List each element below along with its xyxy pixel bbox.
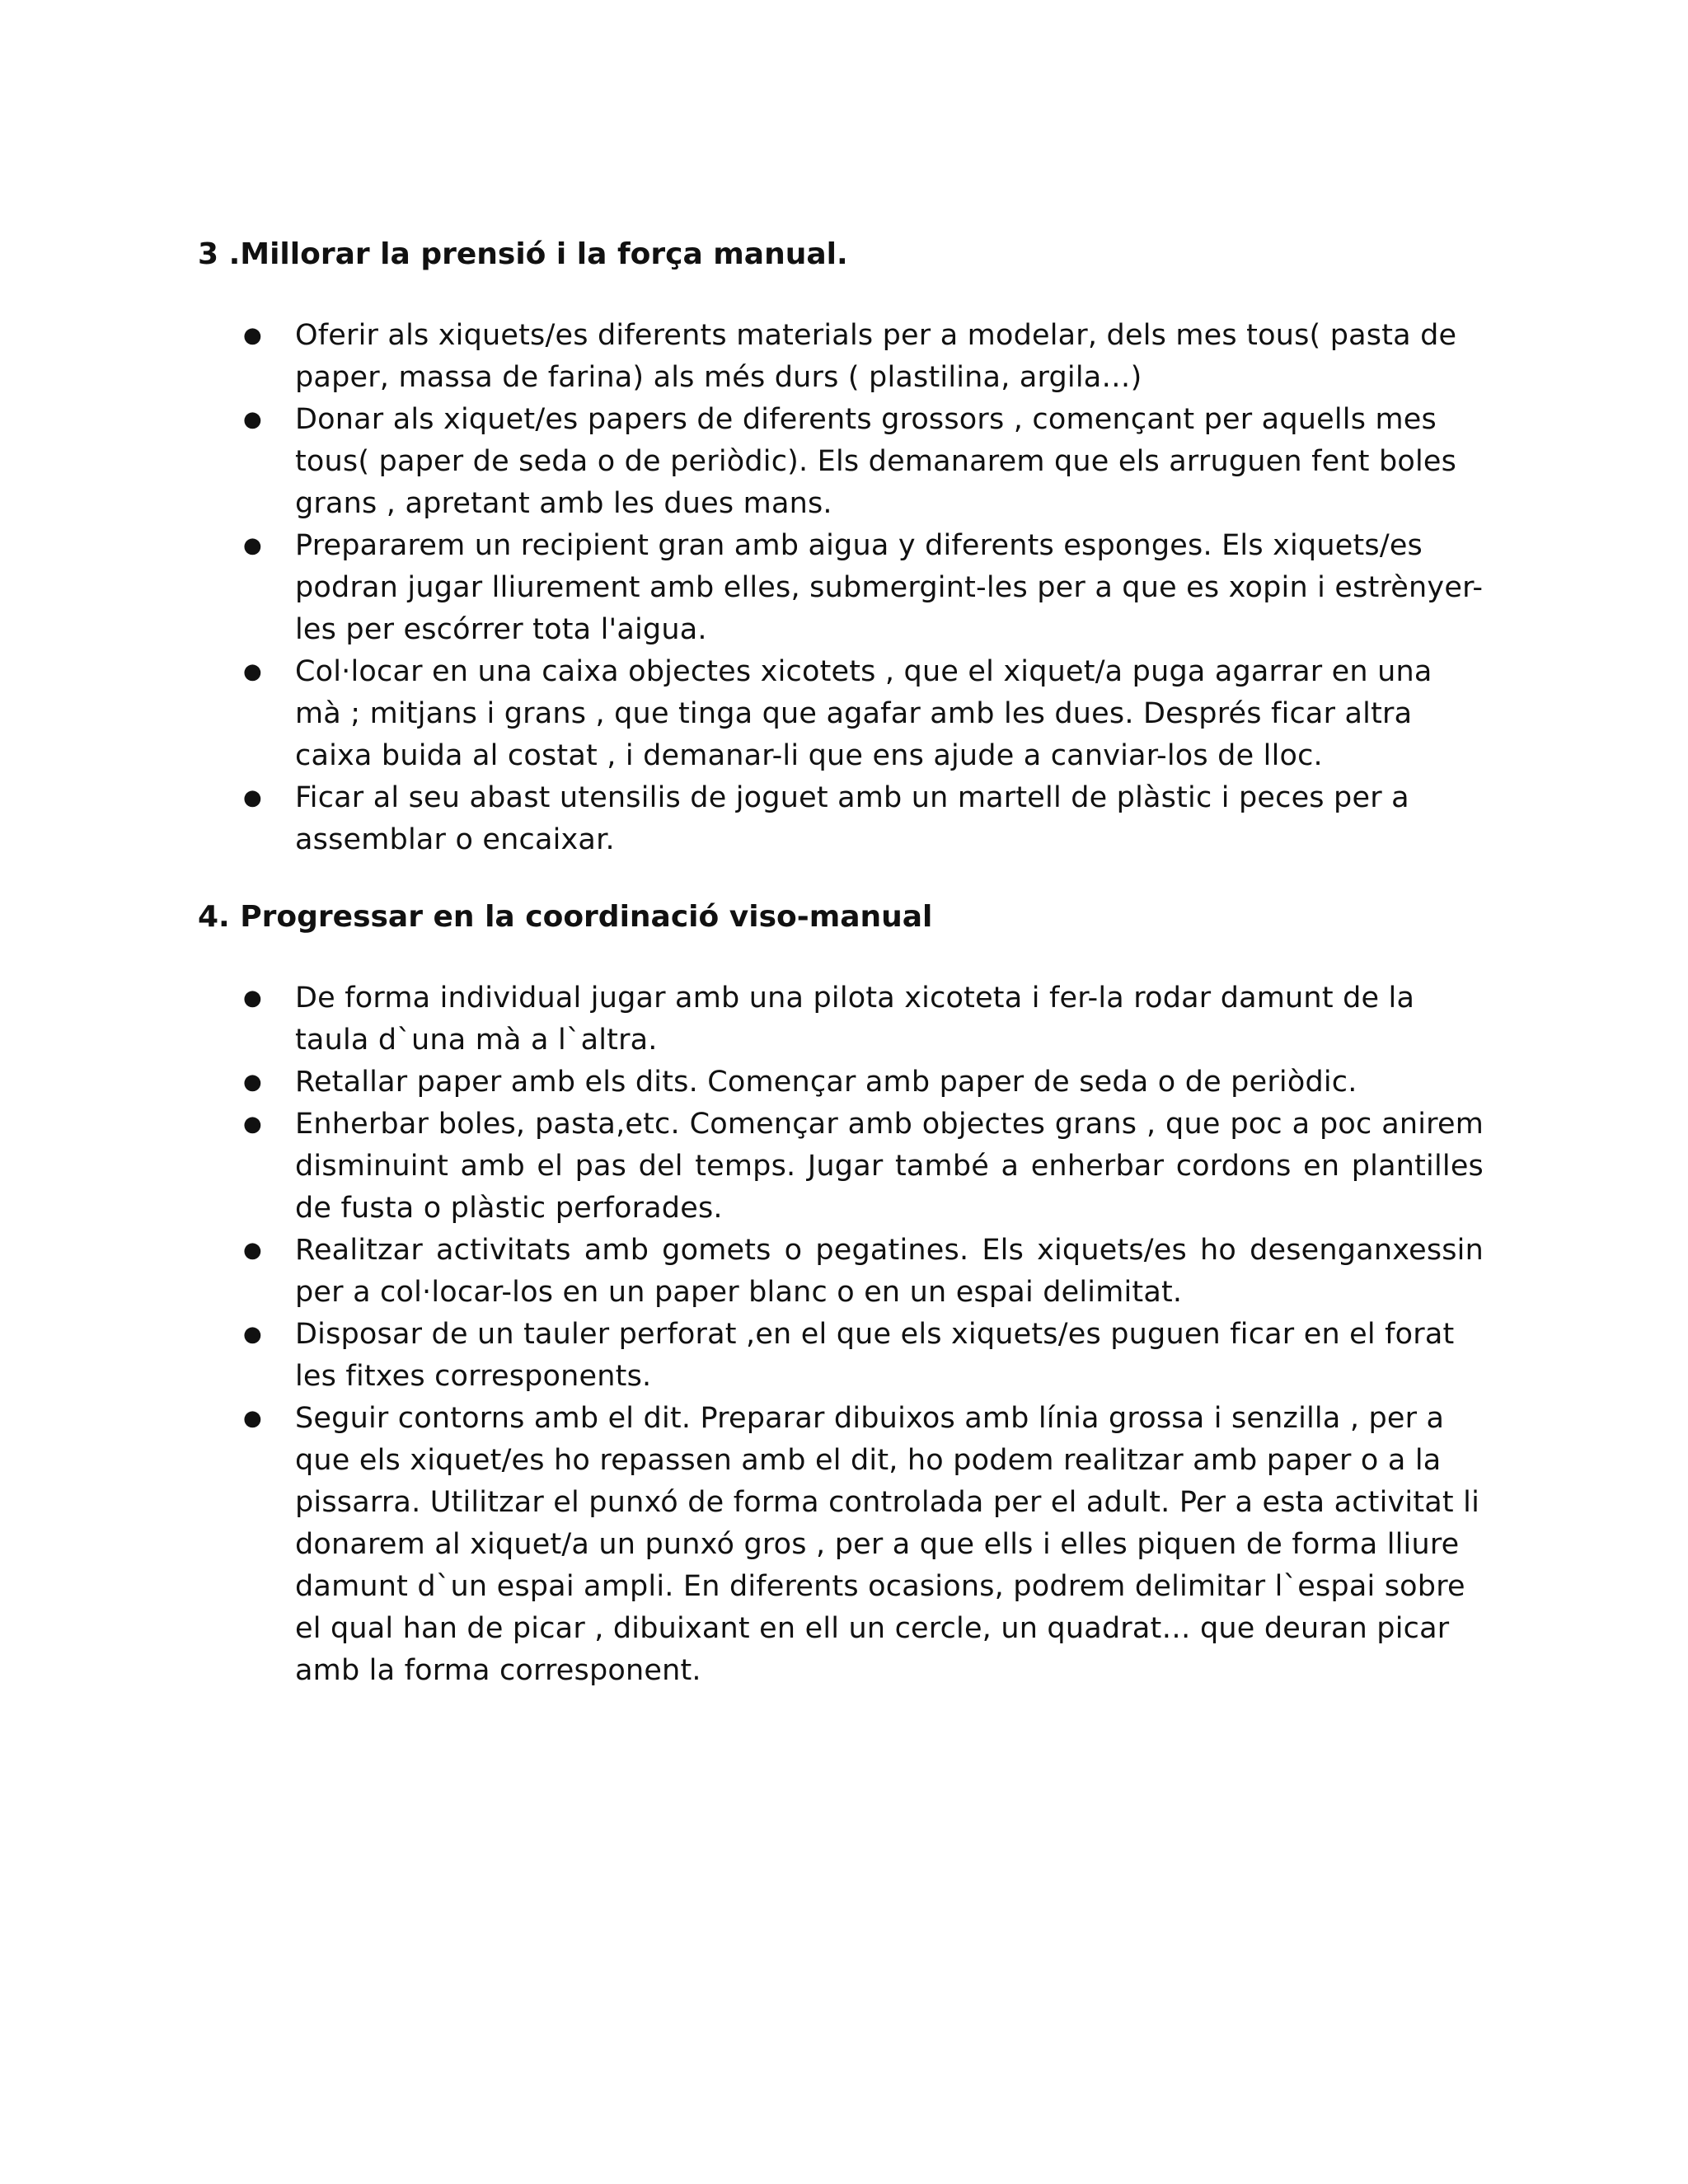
list-item-text: Prepararem un recipient gran amb aigua y diferents esponges. Els xiquets/es podran jugar lliurement amb elles, submergint-les per a que es xopin i estrènyer-les per escórrer tota l'aigua. bbox=[295, 529, 1484, 646]
bullet-icon: ● bbox=[243, 1070, 262, 1094]
list-item bbox=[198, 1104, 1484, 1230]
section-3-heading: 3 .Millorar la prensió i la força manual. bbox=[198, 237, 848, 271]
bullet-icon: ● bbox=[243, 986, 262, 1010]
list-item bbox=[198, 1230, 1484, 1314]
section-4 bbox=[198, 896, 1484, 1692]
section-4-list bbox=[198, 977, 1484, 1692]
list-item bbox=[198, 977, 1484, 1062]
list-item-text: Retallar paper amb els dits. Començar amb paper de seda o de periòdic. bbox=[295, 1066, 1357, 1099]
list-item bbox=[198, 1314, 1484, 1398]
list-item-text: De forma individual jugar amb una pilota xicoteta i fer-la rodar damunt de la taula d`una mà a l`altra. bbox=[295, 982, 1415, 1057]
bullet-icon: ● bbox=[243, 1406, 262, 1431]
list-item bbox=[198, 1062, 1484, 1104]
list-item-text: Seguir contorns amb el dit. Preparar dibuixos amb línia grossa i senzilla , per a que els xiquet/es ho repassen amb el dit, ho podem realitzar amb paper o a la pissarra. Utilitzar el punxó de forma controlada per el adult. Per a esta activitat li donarem al xiquet/a un punxó gros , per a que ells i elles piquen de forma lliure damunt d`un espai ampli. En diferents ocasions, podrem delimitar l`espai sobre el qual han de picar , dibuixant en ell un cercle, un quadrat… que deuran picar amb la forma corresponent. bbox=[295, 1402, 1480, 1687]
list-item-text: Realitzar activitats amb gomets o pegatines. Els xiquets/es ho desenganxessin per a col·locar-los en un paper blanc o en un espai delimitat. bbox=[295, 1234, 1484, 1309]
list-item-text: Donar als xiquet/es papers de diferents grossors , començant per aquells mes tous( paper de seda o de periòdic). Els demanarem que els arruguen fent boles grans , apretant amb les dues mans. bbox=[295, 403, 1457, 520]
section-4-heading: 4. Progressar en la coordinació viso-manual bbox=[198, 900, 933, 934]
list-item bbox=[198, 1398, 1484, 1692]
section-3 bbox=[198, 233, 1484, 861]
list-item bbox=[198, 525, 1484, 651]
list-item bbox=[198, 399, 1484, 525]
list-item-text: Ficar al seu abast utensilis de joguet amb un martell de plàstic i peces per a assemblar o encaixar. bbox=[295, 781, 1409, 856]
list-item bbox=[198, 315, 1484, 399]
list-item bbox=[198, 651, 1484, 777]
list-item bbox=[198, 777, 1484, 861]
bullet-icon: ● bbox=[243, 1238, 262, 1263]
bullet-icon: ● bbox=[243, 533, 262, 558]
bullet-icon: ● bbox=[243, 1322, 262, 1347]
list-item-text: Oferir als xiquets/es diferents materials per a modelar, dels mes tous( pasta de paper, massa de farina) als més durs ( plastilina, argila…) bbox=[295, 319, 1457, 394]
list-item-text: Enherbar boles, pasta,etc. Començar amb objectes grans , que poc a poc anirem disminuint amb el pas del temps. Jugar també a enherbar cordons en plantilles de fusta o plàstic perforades. bbox=[295, 1108, 1484, 1225]
section-3-list bbox=[198, 315, 1484, 861]
bullet-icon: ● bbox=[243, 1112, 262, 1137]
bullet-icon: ● bbox=[243, 407, 262, 432]
bullet-icon: ● bbox=[243, 659, 262, 684]
bullet-icon: ● bbox=[243, 323, 262, 348]
bullet-icon: ● bbox=[243, 785, 262, 810]
list-item-text: Disposar de un tauler perforat ,en el que els xiquets/es puguen ficar en el forat les fitxes corresponents. bbox=[295, 1318, 1455, 1393]
list-item-text: Col·locar en una caixa objectes xicotets , que el xiquet/a puga agarrar en una mà ; mitjans i grans , que tinga que agafar amb les dues. Després ficar altra caixa buida al costat , i demanar-li que ens ajude a canviar-los de lloc. bbox=[295, 655, 1432, 772]
